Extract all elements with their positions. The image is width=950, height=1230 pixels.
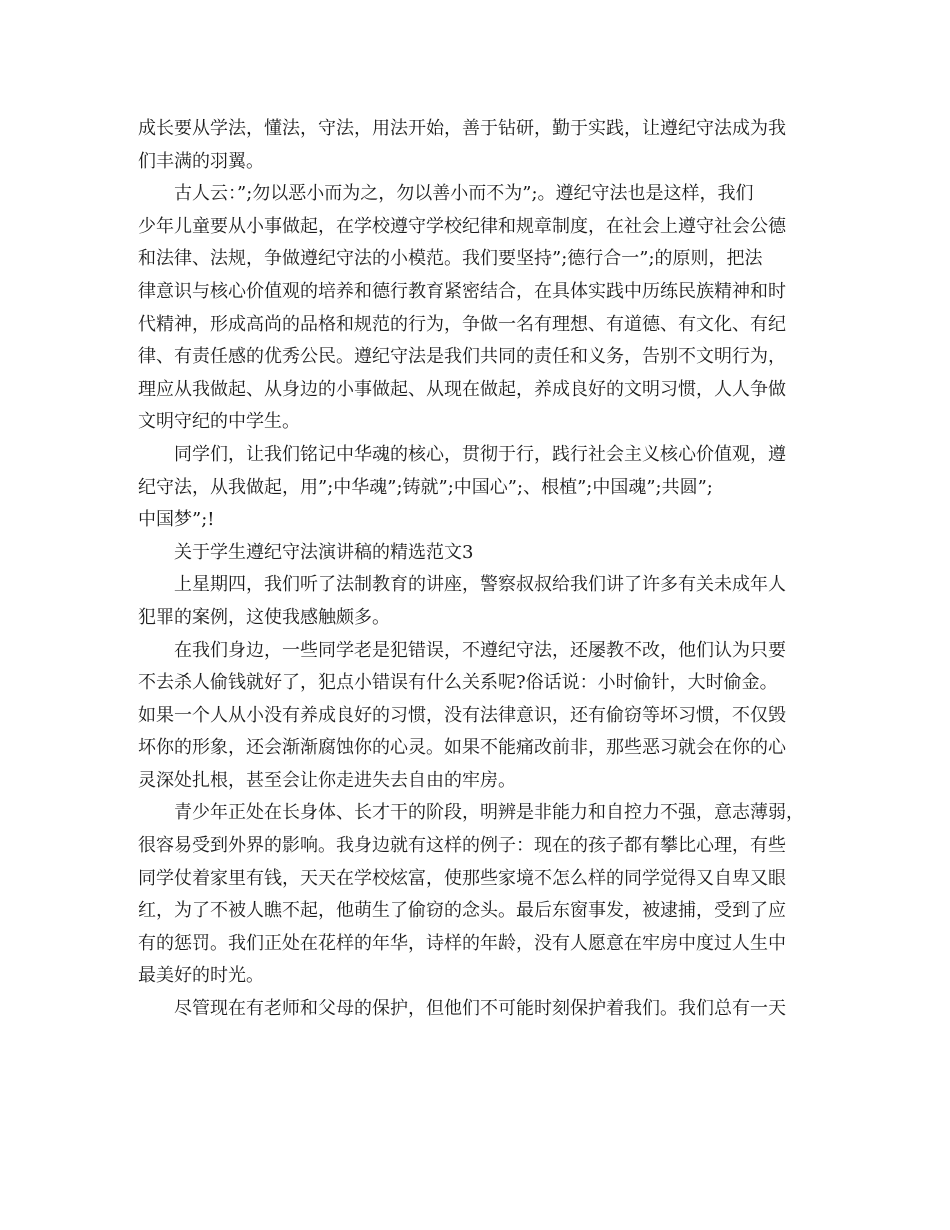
document-body [138, 113, 818, 1026]
text-line: 纪守法，从我做起，用”;中华魂”;铸就”;中国心”;、根植”;中国魂”;共圆”; [138, 476, 713, 498]
text-line: 坏你的形象，还会渐渐腐蚀你的心灵。如果不能痛改前非，那些恶习就会在你的心 [138, 737, 786, 759]
text-line: 如果一个人从小没有养成良好的习惯，没有法律意识，还有偷窃等坏习惯，不仅毁 [138, 704, 786, 726]
text-line: 有的惩罚。我们正处在花样的年华，诗样的年龄，没有人愿意在牢房中度过人生中 [138, 932, 786, 954]
text-line: 们丰满的羽翼。 [138, 150, 264, 172]
text-line: 中国梦”;! [138, 509, 215, 531]
text-line: 关于学生遵纪守法演讲稿的精选范文3 [174, 541, 474, 563]
text-line: 和法律、法规，争做遵纪守法的小模范。我们要坚持”;德行合一”;的原则，把法 [138, 248, 763, 270]
text-line: 文明守纪的中学生。 [138, 411, 300, 433]
text-line: 尽管现在有老师和父母的保护，但他们不可能时刻保护着我们。我们总有一天 [174, 998, 786, 1020]
text-line: 少年儿童要从小事做起，在学校遵守学校纪律和规章制度，在社会上遵守社会公德 [138, 215, 786, 237]
text-line: 同学们，让我们铭记中华魂的核心，贯彻于行，践行社会主义核心价值观，遵 [174, 443, 786, 465]
text-line: 犯罪的案例，这使我感触颇多。 [138, 606, 390, 628]
text-line: 在我们身边，一些同学老是犯错误，不遵纪守法，还屡教不改，他们认为只要 [174, 639, 786, 661]
text-line: 红，为了不被人瞧不起，他萌生了偷窃的念头。最后东窗事发，被逮捕，受到了应 [138, 900, 786, 922]
text-line: 成长要从学法，懂法，守法，用法开始，善于钻研，勤于实践，让遵纪守法成为我 [138, 118, 786, 139]
text-line: 很容易受到外界的影响。我身边就有这样的例子：现在的孩子都有攀比心理，有些 [138, 835, 786, 857]
text-line: 青少年正处在长身体、长才干的阶段，明辨是非能力和自控力不强，意志薄弱， [174, 802, 804, 824]
text-line: 理应从我做起、从身边的小事做起、从现在做起，养成良好的文明习惯，人人争做 [138, 378, 786, 400]
text-line: 同学仗着家里有钱，天天在学校炫富，使那些家境不怎么样的同学觉得又自卑又眼 [138, 867, 786, 889]
text-line: 律意识与核心价值观的培养和德行教育紧密结合，在具体实践中历练民族精神和时 [138, 280, 786, 302]
text-line: 上星期四，我们听了法制教育的讲座，警察叔叔给我们讲了许多有关未成年人 [174, 574, 786, 596]
text-line: 代精神，形成高尚的品格和规范的行为，争做一名有理想、有道德、有文化、有纪 [138, 313, 786, 335]
text-line: 灵深处扎根，甚至会让你走进失去自由的牢房。 [138, 769, 516, 791]
text-line: 不去杀人偷钱就好了，犯点小错误有什么关系呢?俗话说：小时偷针，大时偷金。 [138, 672, 778, 694]
text-line: 律、有责任感的优秀公民。遵纪守法是我们共同的责任和义务，告别不文明行为， [138, 346, 786, 368]
text-line: 最美好的时光。 [138, 965, 264, 987]
text-line: 古人云：”;勿以恶小而为之，勿以善小而不为”;。遵纪守法也是这样，我们 [174, 183, 754, 205]
